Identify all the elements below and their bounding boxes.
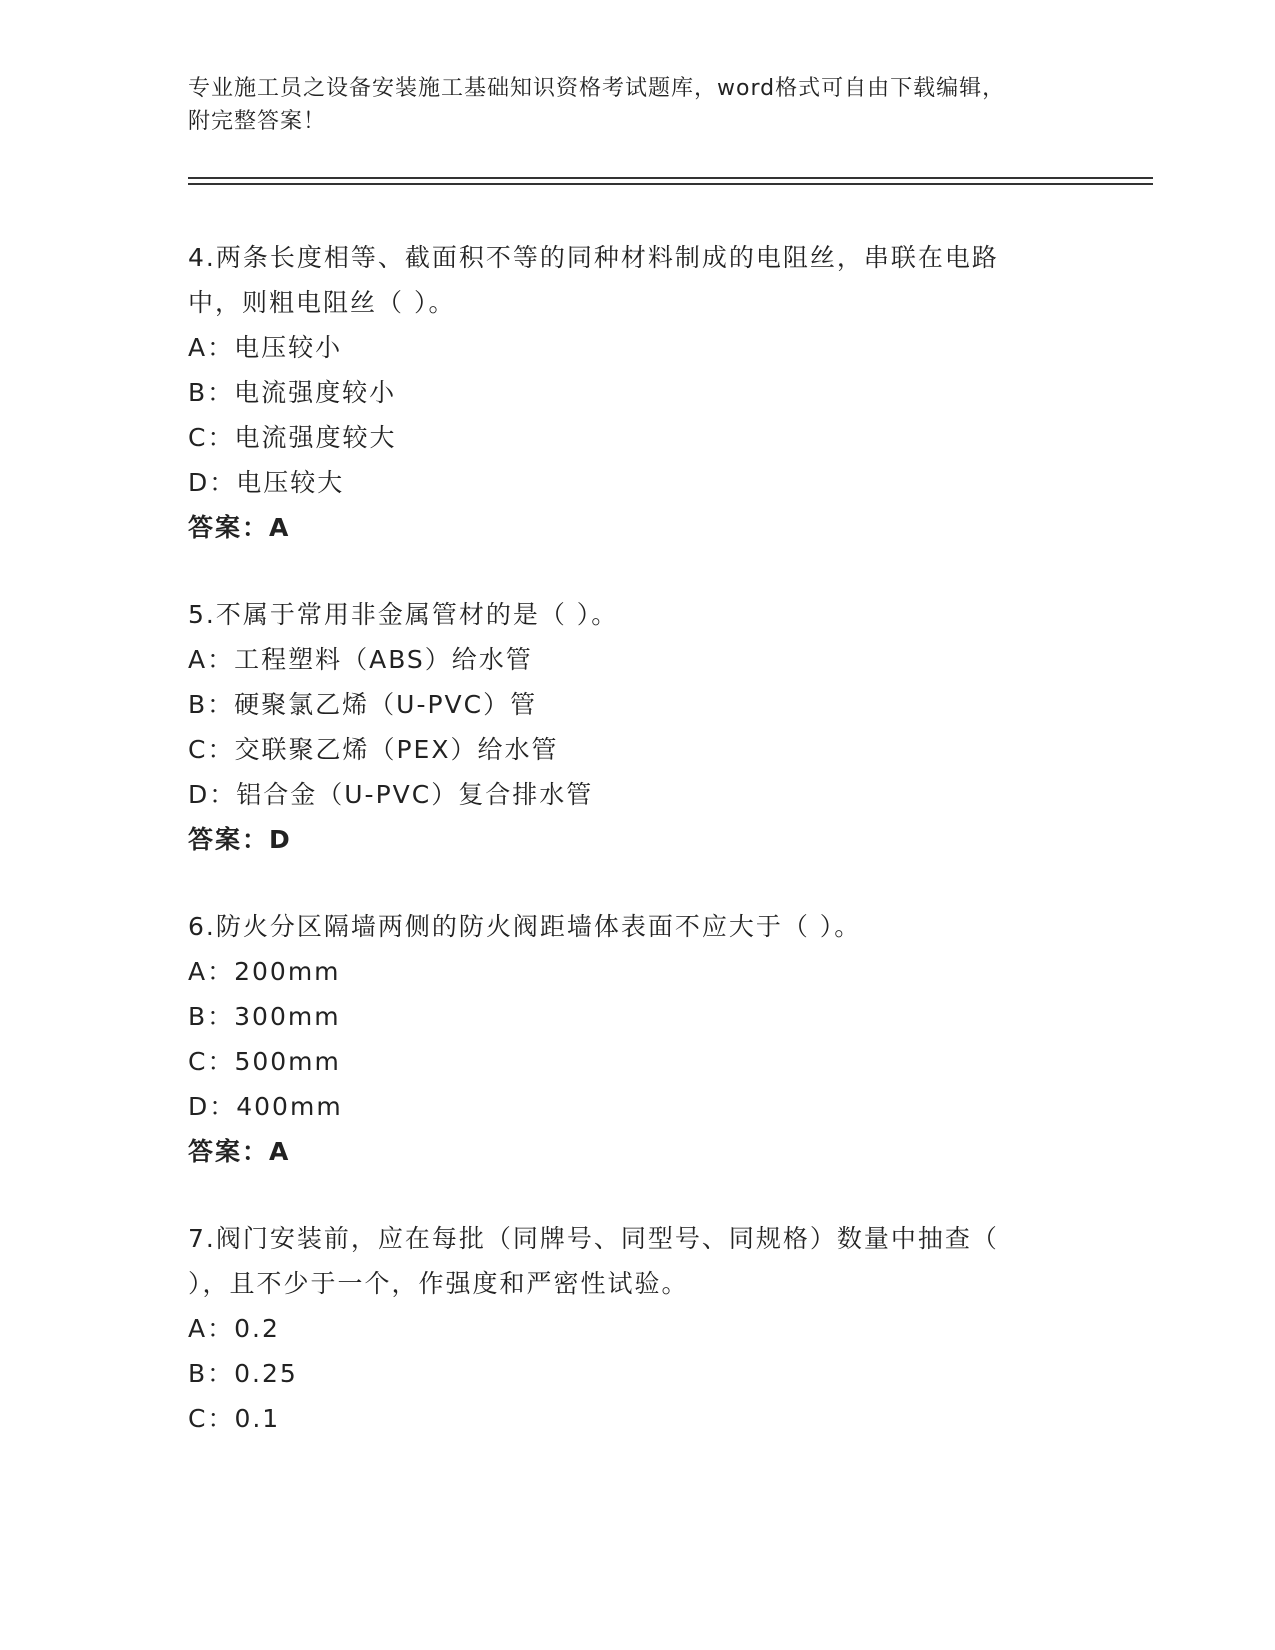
answer: 答案：D bbox=[188, 825, 292, 854]
question-stem-line: 中，则粗电阻丝（ ）。 bbox=[188, 288, 456, 317]
option-a: A：0.2 bbox=[188, 1314, 280, 1343]
option-b: B：硬聚氯乙烯（U-PVC）管 bbox=[188, 690, 538, 719]
option-a: A：电压较小 bbox=[188, 333, 343, 362]
option-c: C：电流强度较大 bbox=[188, 423, 397, 452]
document-header bbox=[188, 72, 1088, 138]
option-a: A：工程塑料（ABS）给水管 bbox=[188, 645, 533, 674]
header-line-1: 专业施工员之设备安装施工基础知识资格考试题库，word格式可自由下载编辑， bbox=[188, 76, 1006, 101]
option-b: B：0.25 bbox=[188, 1359, 298, 1388]
option-d: D：电压较大 bbox=[188, 468, 345, 497]
option-c: C：交联聚乙烯（PEX）给水管 bbox=[188, 735, 559, 764]
option-c: C：0.1 bbox=[188, 1404, 281, 1433]
option-b: B：电流强度较小 bbox=[188, 378, 397, 407]
question-4 bbox=[188, 235, 1088, 550]
question-stem-line: 5.不属于常用非金属管材的是（ ）。 bbox=[188, 600, 619, 629]
header-divider-bottom bbox=[188, 183, 1153, 185]
question-stem-line: 6.防火分区隔墙两侧的防火阀距墙体表面不应大于（ ）。 bbox=[188, 912, 862, 941]
question-stem-line: 7.阀门安装前，应在每批（同牌号、同型号、同规格）数量中抽查（ bbox=[188, 1224, 999, 1253]
question-stem-line: 4.两条长度相等、截面积不等的同种材料制成的电阻丝，串联在电路 bbox=[188, 243, 999, 272]
answer: 答案：A bbox=[188, 513, 291, 542]
option-b: B：300mm bbox=[188, 1002, 341, 1031]
header-divider-top bbox=[188, 177, 1153, 179]
option-d: D：400mm bbox=[188, 1092, 343, 1121]
option-c: C：500mm bbox=[188, 1047, 341, 1076]
question-list bbox=[188, 235, 1088, 1483]
question-stem-line: ），且不少于一个，作强度和严密性试验。 bbox=[188, 1269, 689, 1298]
option-a: A：200mm bbox=[188, 957, 341, 986]
option-d: D：铝合金（U-PVC）复合排水管 bbox=[188, 780, 594, 809]
question-5 bbox=[188, 592, 1088, 862]
header-line-2: 附完整答案！ bbox=[188, 109, 327, 134]
question-7 bbox=[188, 1216, 1088, 1441]
question-6 bbox=[188, 904, 1088, 1174]
answer: 答案：A bbox=[188, 1137, 291, 1166]
